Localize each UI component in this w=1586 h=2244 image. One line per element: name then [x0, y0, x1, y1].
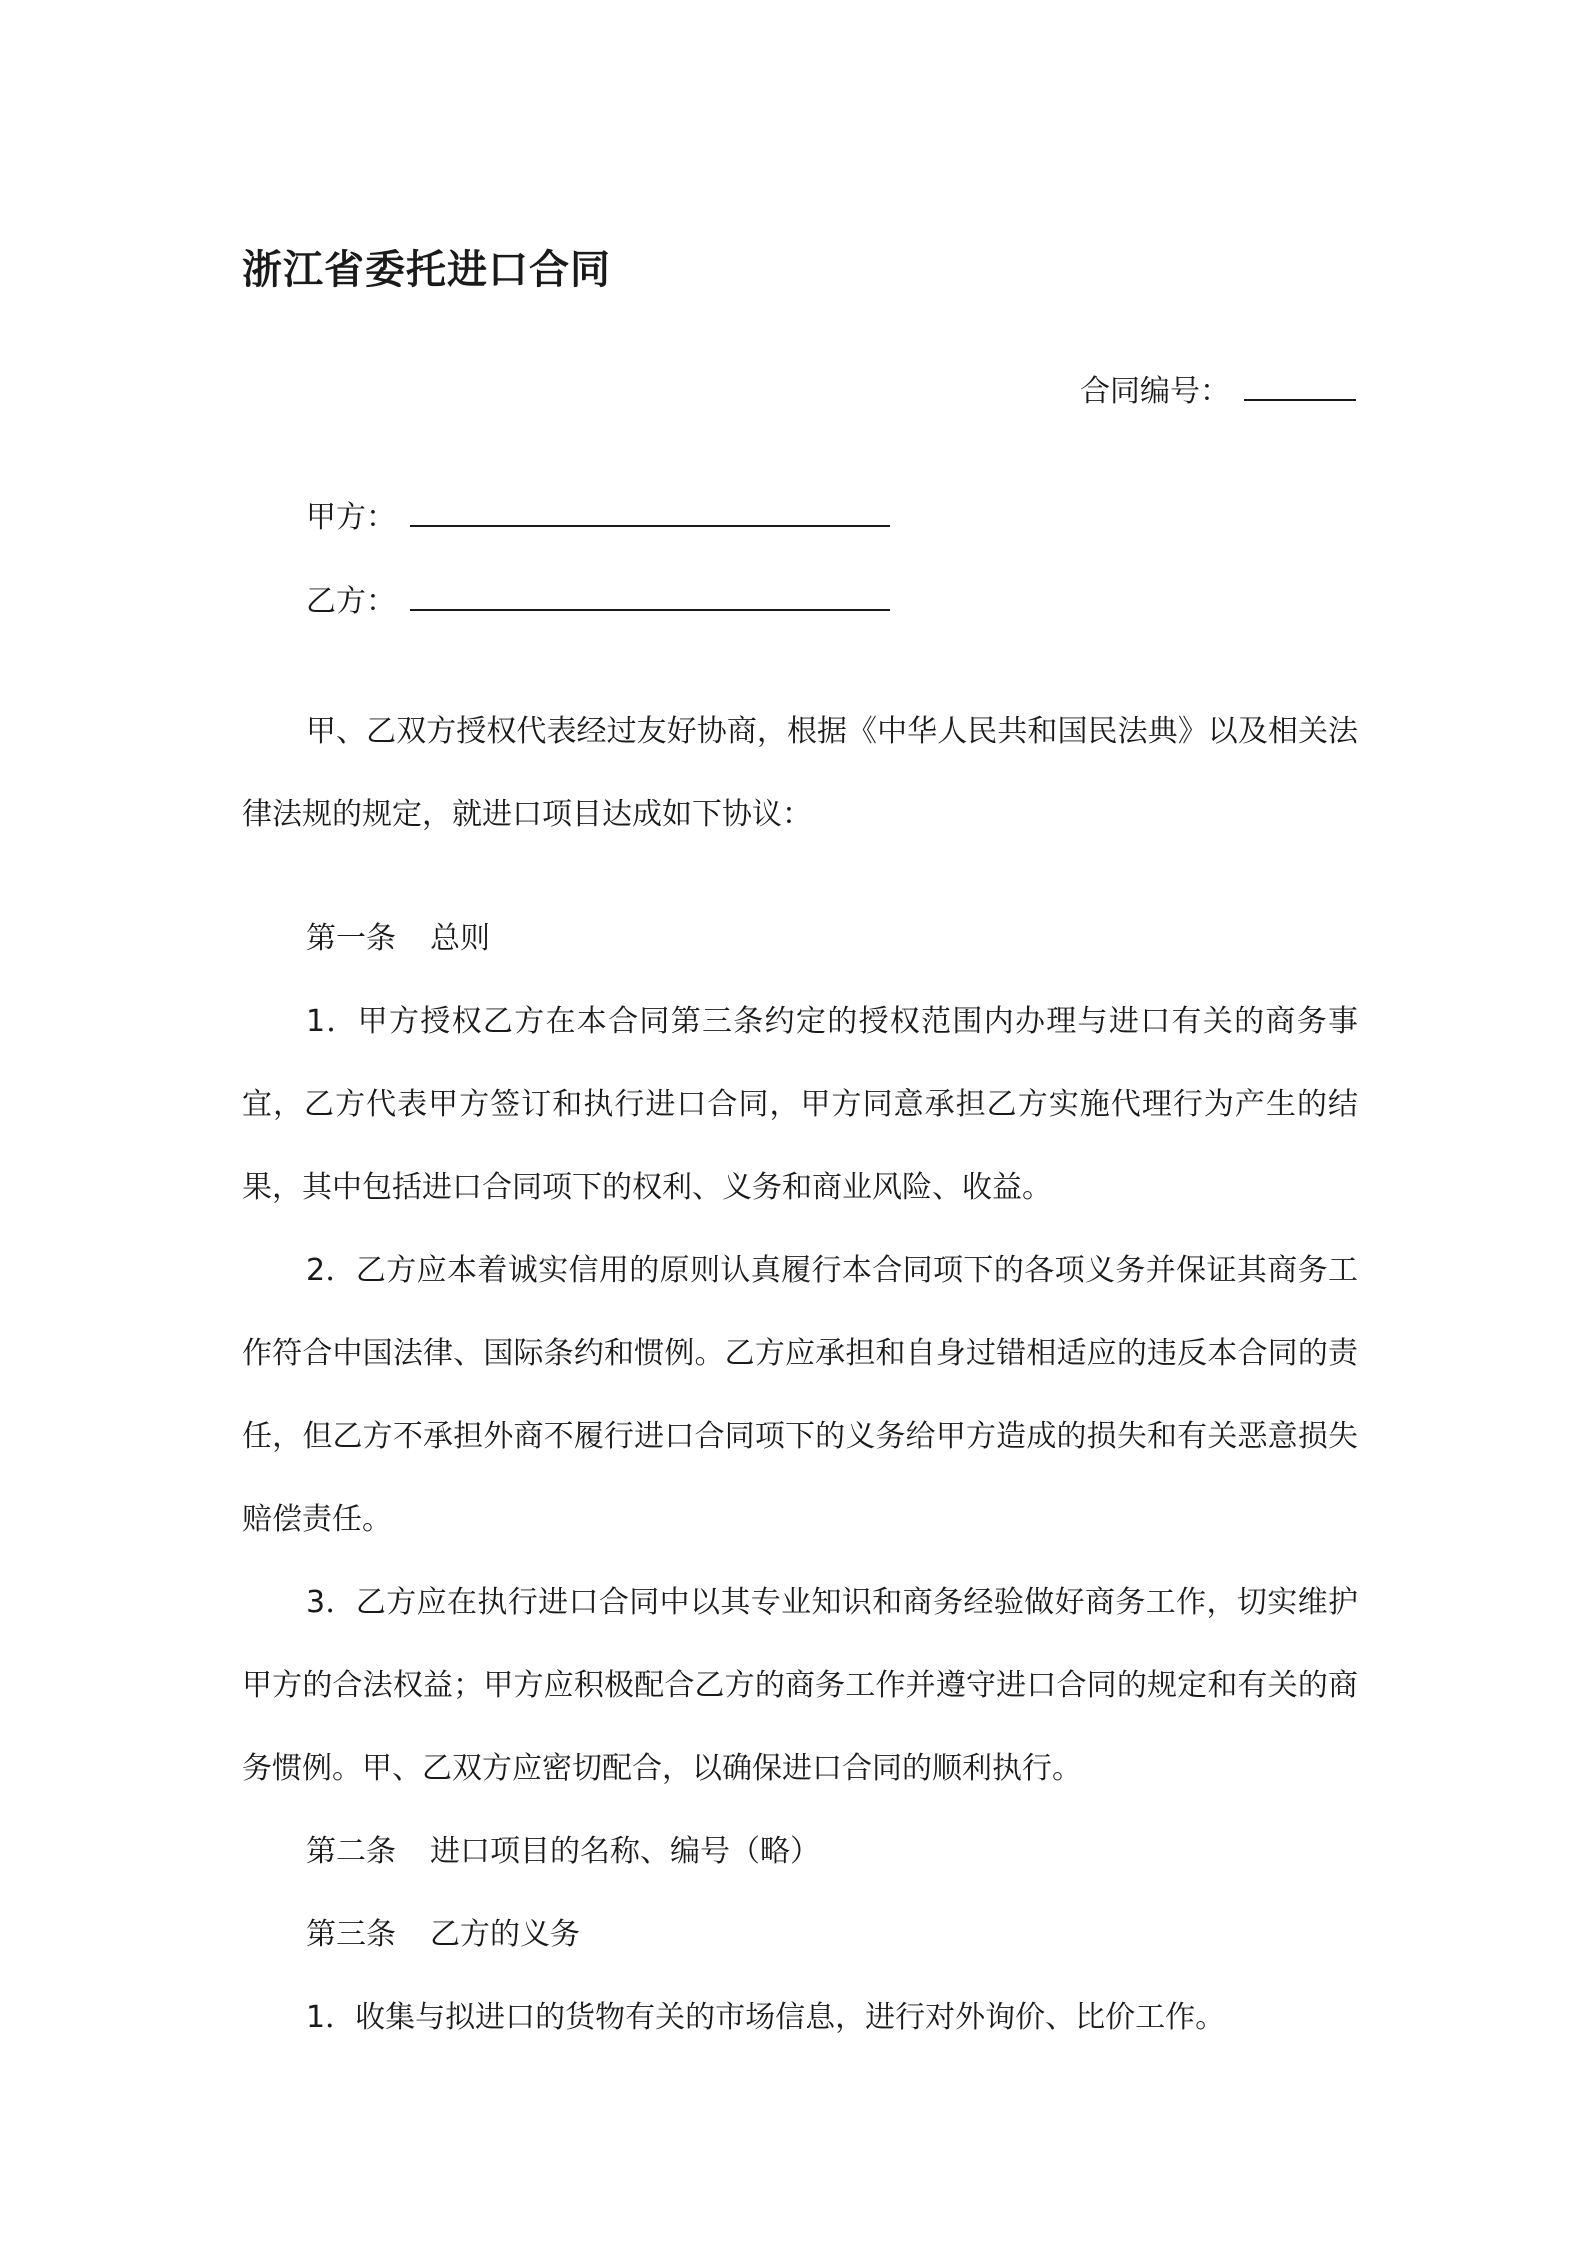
party-a-blank [410, 495, 890, 527]
article-3-title: 乙方的义务 [430, 1917, 580, 1952]
article-1-item-2: 2．乙方应本着诚实信用的原则认真履行本合同项下的各项义务并保证其商务工作符合中国法律、国际条约和惯例。乙方应承担和自身过错相适应的违反本合同的责任，但乙方不承担外商不履行进口合同项下的义务给甲方造成的损失和有关恶意损失赔偿责任。 [242, 1253, 1358, 1537]
contract-number-label: 合同编号： [1080, 374, 1230, 409]
article-1-item-3: 3．乙方应在执行进口合同中以其专业知识和商务经验做好商务工作，切实维护甲方的合法权益；甲方应积极配合乙方的商务工作并遵守进口合同的规定和有关的商务惯例。甲、乙双方应密切配合，以确保进口合同的顺利执行。 [242, 1585, 1358, 1786]
party-b-line [306, 576, 890, 620]
article-3-heading [242, 1893, 1358, 1976]
document-title: 浙江省委托进口合同 [242, 247, 611, 293]
article-2-title: 进口项目的名称、编号（略） [430, 1834, 820, 1869]
article-2-heading [242, 1810, 1358, 1893]
article-1-heading [242, 897, 1358, 980]
party-a-label: 甲方： [306, 500, 396, 535]
article-1-title: 总则 [430, 921, 490, 956]
preamble-paragraph: 甲、乙双方授权代表经过友好协商，根据《中华人民共和国民法典》以及相关法律法规的规定，就进口项目达成如下协议： [242, 714, 1358, 832]
article-3-number: 第三条 [306, 1917, 396, 1952]
party-a-line [306, 492, 890, 536]
article-3-item-1: 1．收集与拟进口的货物有关的市场信息，进行对外询价、比价工作。 [306, 2000, 1226, 2035]
party-b-blank [410, 579, 890, 611]
contract-number-line [1080, 366, 1356, 410]
article-1-item-1: 1．甲方授权乙方在本合同第三条约定的授权范围内办理与进口有关的商务事宜，乙方代表甲方签订和执行进口合同，甲方同意承担乙方实施代理行为产生的结果，其中包括进口合同项下的权利、义务和商业风险、收益。 [242, 1004, 1358, 1205]
contract-number-blank [1244, 369, 1356, 401]
contract-body [242, 690, 1358, 2059]
article-1-number: 第一条 [306, 921, 396, 956]
party-b-label: 乙方： [306, 584, 396, 619]
article-2-number: 第二条 [306, 1834, 396, 1869]
